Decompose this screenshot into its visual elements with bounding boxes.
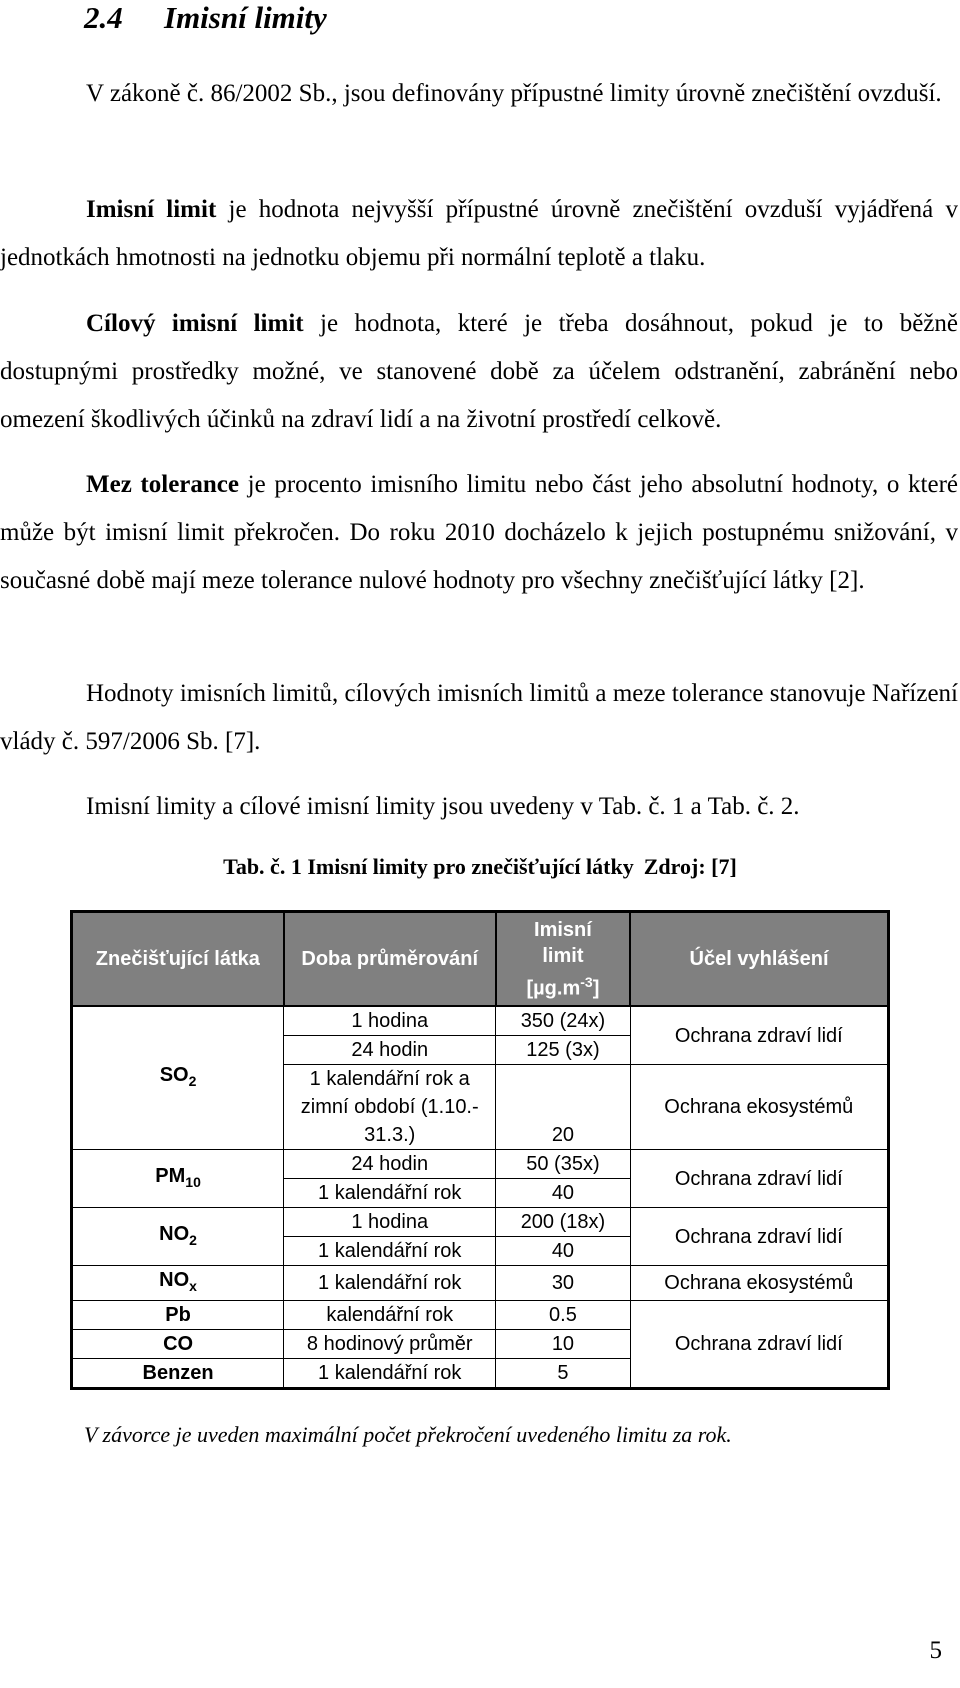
cell-limit: 40 — [496, 1179, 630, 1208]
cell-limit: 350 (24x) — [496, 1006, 630, 1036]
no2-name: NO — [159, 1222, 190, 1245]
cell-limit: 0.5 — [496, 1301, 630, 1330]
cell-limit: 50 (35x) — [496, 1150, 630, 1179]
cell-period: 24 hodin — [284, 1036, 496, 1065]
limits-table — [70, 910, 890, 1390]
header-purpose: Účel vyhlášení — [630, 912, 888, 1007]
term-mez-tolerance: Mez tolerance — [86, 471, 239, 498]
paragraph-law-text: V zákoně č. 86/2002 Sb., jsou definovány přípustné limity úrovně znečištění ovzduší. — [86, 80, 942, 107]
no2-sub: 2 — [189, 1231, 197, 1248]
paragraph-mez-tolerance — [0, 461, 958, 605]
cell-period: 24 hodin — [284, 1150, 496, 1179]
so2-sub: 2 — [188, 1073, 197, 1089]
table-row — [72, 1208, 889, 1237]
cell-period: zimní období (1.10.- — [284, 1093, 496, 1121]
term-imisni-limit: Imisní limit — [86, 196, 217, 223]
table-header-row — [72, 912, 889, 1007]
pm10-name: PM — [155, 1164, 186, 1187]
cell-purpose: Ochrana ekosystémů — [630, 1065, 888, 1150]
cell-limit: 30 — [496, 1266, 630, 1301]
so2-name: SO — [159, 1064, 189, 1086]
cell-limit: 125 (3x) — [496, 1036, 630, 1065]
term-cilovy-limit: Cílový imisní limit — [86, 310, 304, 337]
cell-period: 31.3.) — [284, 1121, 496, 1150]
cell-period: 1 kalendářní rok a — [284, 1065, 496, 1094]
header-limit-unit: [µg.m — [526, 977, 581, 1000]
header-limit-unit-exp: -3 — [580, 973, 593, 990]
cell-purpose: Ochrana zdraví lidí — [630, 1208, 888, 1266]
nox-sub: x — [189, 1278, 197, 1294]
header-limit-line2: limit — [542, 944, 584, 967]
cell-period: 1 kalendářní rok — [284, 1179, 496, 1208]
pm10-sub: 10 — [185, 1173, 201, 1190]
section-number: 2.4 — [84, 0, 123, 35]
section-heading — [84, 0, 327, 36]
cell-period: 1 kalendářní rok — [284, 1359, 496, 1389]
table-row — [72, 1266, 889, 1301]
nox-name: NO — [159, 1269, 190, 1291]
header-limit-unit-close: ] — [592, 977, 600, 1000]
cell-purpose: Ochrana zdraví lidí — [630, 1150, 888, 1208]
header-limit-line1: Imisní — [534, 918, 592, 941]
cell-pb: Pb — [72, 1301, 284, 1330]
cell-purpose: Ochrana zdraví lidí — [630, 1301, 888, 1389]
cell-limit: 20 — [496, 1065, 630, 1150]
cell-limit: 200 (18x) — [496, 1208, 630, 1237]
paragraph-cilovy-limit — [0, 300, 958, 444]
table-row — [72, 1301, 889, 1330]
paragraph-cilovy-limit-text: je hodnota, které je třeba dosáhnout, pokud je to běžně dostupnými prostředky možné, ve stanovené době za účelem odstranění, zabránění nebo omezení škodlivých účinků na zdraví lidí a na životní prostředí celkově. — [0, 310, 958, 433]
table-footnote: V závorce je uveden maximální počet překročení uvedeného limitu za rok. — [84, 1422, 732, 1447]
cell-limit: 5 — [496, 1359, 630, 1389]
paragraph-tables-ref-text: Imisní limity a cílové imisní limity jsou uvedeny v Tab. č. 1 a Tab. č. 2. — [86, 793, 800, 820]
paragraph-imisni-limit — [0, 186, 958, 282]
cell-pm10 — [72, 1150, 284, 1208]
cell-period: 1 hodina — [284, 1006, 496, 1036]
header-limit — [496, 912, 630, 1007]
table-row — [72, 1006, 889, 1036]
caption-label: Tab. č. 1 — [223, 854, 302, 879]
paragraph-law — [0, 70, 958, 118]
cell-nox — [72, 1266, 284, 1301]
table-row — [72, 1150, 889, 1179]
header-substance: Znečišťující látka — [72, 912, 284, 1007]
cell-period: 8 hodinový průměr — [284, 1330, 496, 1359]
paragraph-tables-ref — [0, 783, 958, 831]
cell-co: CO — [72, 1330, 284, 1359]
cell-purpose: Ochrana ekosystémů — [630, 1266, 888, 1301]
cell-period: 1 kalendářní rok — [284, 1237, 496, 1266]
paragraph-narizeni — [0, 670, 958, 766]
cell-period: kalendářní rok — [284, 1301, 496, 1330]
paragraph-narizeni-text: Hodnoty imisních limitů, cílových imisních limitů a meze tolerance stanovuje Nařízení vlády č. 597/2006 Sb. [7]. — [0, 680, 958, 755]
section-title: Imisní limity — [164, 0, 327, 35]
header-period: Doba průměrování — [284, 912, 496, 1007]
cell-no2 — [72, 1208, 284, 1266]
caption-source: Zdroj: [7] — [643, 854, 737, 879]
cell-period: 1 hodina — [284, 1208, 496, 1237]
cell-purpose: Ochrana zdraví lidí — [630, 1006, 888, 1065]
cell-benzen: Benzen — [72, 1359, 284, 1389]
cell-limit: 10 — [496, 1330, 630, 1359]
cell-so2 — [72, 1006, 284, 1150]
table-caption — [0, 852, 960, 882]
cell-period: 1 kalendářní rok — [284, 1266, 496, 1301]
caption-title: Imisní limity pro znečišťující látky — [307, 854, 634, 879]
cell-limit: 40 — [496, 1237, 630, 1266]
paragraph-imisni-limit-text: je hodnota nejvyšší přípustné úrovně znečištění ovzduší vyjádřená v jednotkách hmotnosti na jednotku objemu při normální teplotě a tlaku. — [0, 196, 958, 271]
page-number: 5 — [929, 1637, 942, 1664]
paragraph-mez-tolerance-text: je procento imisního limitu nebo část jeho absolutní hodnoty, o které může být imisní limit překročen. Do roku 2010 docházelo k jejich postupnému snižování, v současné době mají meze tolerance nulové hodnoty pro všechny znečišťující látky [2]. — [0, 471, 958, 594]
